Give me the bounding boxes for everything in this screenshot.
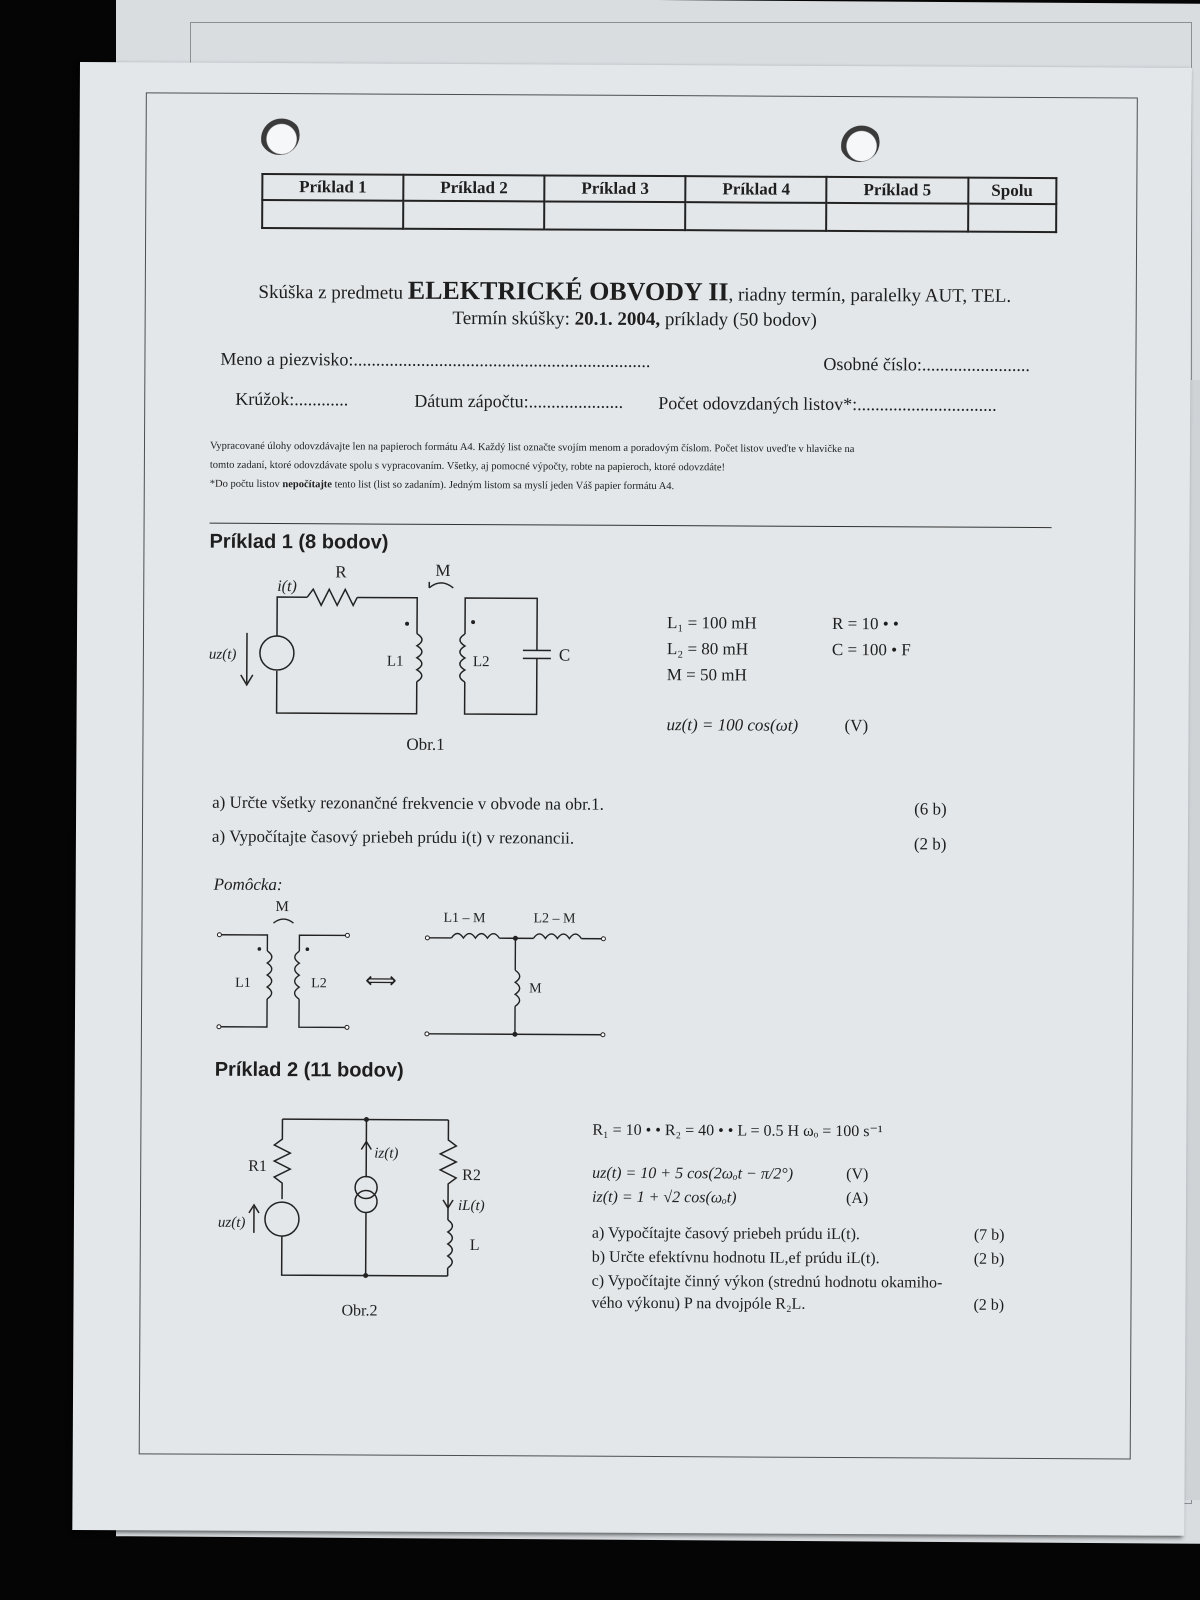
credit-date-field: Dátum zápočtu:..................... bbox=[414, 390, 624, 412]
label-u: uz(t) bbox=[208, 646, 237, 663]
score-cell bbox=[968, 204, 1057, 232]
label-M: M bbox=[435, 560, 451, 580]
score-header-total: Spolu bbox=[968, 178, 1057, 204]
score-cell bbox=[827, 203, 968, 232]
label-L2: L2 bbox=[472, 654, 490, 671]
punch-hole-right bbox=[839, 122, 879, 162]
param-M: M = 50 mH bbox=[666, 665, 747, 685]
hint-label-L1M: L1 – M bbox=[443, 910, 486, 927]
label-R: R bbox=[335, 562, 347, 582]
label-i: i(t) bbox=[277, 578, 297, 596]
task-1b: a) Vypočítajte časový priebeh prúdu i(t) v rezonancii. bbox=[211, 826, 575, 848]
punch-hole-left bbox=[260, 115, 300, 155]
score-cell bbox=[685, 202, 826, 231]
label-iz: iz(t) bbox=[374, 1145, 399, 1162]
param-source-unit: (V) bbox=[844, 716, 869, 736]
label-L: L bbox=[469, 1237, 480, 1255]
param-C: C = 100 • F bbox=[831, 639, 911, 660]
task-2c-points: (2 b) bbox=[973, 1296, 1005, 1314]
label-R2: R2 bbox=[462, 1167, 481, 1185]
circuit-figure-2 bbox=[213, 1103, 554, 1325]
param-R: R = 10 • • bbox=[832, 613, 899, 634]
problem1-heading: Príklad 1 (8 bodov) bbox=[209, 530, 389, 554]
hint-label-L2: L2 bbox=[311, 976, 327, 992]
label-iL: iL(t) bbox=[457, 1197, 485, 1215]
name-field: Meno a piezvisko:.................................................................. bbox=[220, 348, 651, 371]
exam-date: Termín skúšky: 20.1. 2004, príklady (50 bodov) bbox=[452, 307, 817, 331]
param-L2: L₂ = 80 mH bbox=[666, 639, 749, 659]
circuit-figure-1 bbox=[206, 560, 627, 775]
task-2b-points: (2 b) bbox=[973, 1250, 1005, 1268]
task-2a-points: (7 b) bbox=[973, 1226, 1005, 1244]
exam-sheet bbox=[72, 62, 1192, 1536]
problem2-source-i: iz(t) = 1 + √2 cos(ωₒt) bbox=[592, 1188, 737, 1207]
param-L1: L₁ = 100 mH bbox=[667, 613, 757, 633]
score-table bbox=[261, 173, 1057, 233]
task-1b-points: (2 b) bbox=[913, 834, 947, 854]
score-header-1: Príklad 1 bbox=[262, 174, 403, 201]
group-field: Krúžok:............ bbox=[235, 388, 349, 410]
hint-label-L1: L1 bbox=[235, 975, 251, 991]
problem2-source-u: uz(t) = 10 + 5 cos(2ωₒt − π/2°) bbox=[592, 1164, 794, 1183]
sheet-count-field: Počet odovzdaných listov*:............................... bbox=[658, 393, 997, 415]
figure-caption-2: Obr.2 bbox=[341, 1302, 378, 1320]
label-uz: uz(t) bbox=[217, 1214, 246, 1231]
task-1a: a) Určte všetky rezonančné frekvencie v obvode na obr.1. bbox=[212, 792, 604, 814]
instructions: Vypracované úlohy odovzdávajte len na papieroch formátu A4. Každý list označte svojím menom a poradovým číslom. Počet listov uveďte v hlavičke na tomto zadaní, ktoré odovzdávate spolu s vypracovaním. Všetky, aj pomocné výpočty, robte na papieroch, ktoré odovzdáte! *Do počtu listov nepočítajte tento list (list so zadaním). Jedným listom sa myslí jeden Váš papier formátu A4. bbox=[209, 440, 855, 493]
problem2-heading: Príklad 2 (11 bodov) bbox=[214, 1058, 404, 1082]
problem2-source-u-unit: (V) bbox=[846, 1166, 869, 1184]
task-2c-cont: vého výkonu) P na dvojpóle R₂L. bbox=[591, 1294, 806, 1313]
personal-number-field: Osobné číslo:........................ bbox=[823, 353, 1030, 375]
score-cell bbox=[262, 200, 403, 229]
task-2a: a) Vypočítajte časový priebeh prúdu iL(t). bbox=[591, 1224, 860, 1244]
hint-label-L2M: L2 – M bbox=[533, 911, 576, 927]
problem2-params: R₁ = 10 • • R₂ = 40 • • L = 0.5 H ωₒ = 100 s⁻¹ bbox=[592, 1121, 883, 1141]
exam-title: Skúška z predmetu ELEKTRICKÉ OBVODY II, riadny termín, paralelky AUT, TEL. bbox=[258, 275, 1012, 307]
task-2b: b) Určte efektívnu hodnotu IL,ef prúdu iL(t). bbox=[591, 1248, 880, 1268]
score-cell bbox=[403, 201, 544, 230]
label-R1: R1 bbox=[248, 1157, 267, 1175]
score-header-2: Príklad 2 bbox=[403, 175, 544, 202]
hint-figure bbox=[215, 897, 636, 1049]
problem2-source-i-unit: (A) bbox=[846, 1190, 869, 1208]
label-C: C bbox=[558, 645, 571, 665]
hint-label: Pomôcka: bbox=[213, 874, 283, 895]
task-2c: c) Vypočítajte činný výkon (strednú hodnotu okamiho- bbox=[591, 1272, 943, 1292]
score-cell bbox=[544, 201, 685, 230]
task-1a-points: (6 b) bbox=[914, 799, 947, 819]
equivalence-arrow: ⟺ bbox=[365, 967, 397, 993]
score-header-4: Príklad 4 bbox=[686, 176, 827, 203]
hint-label-M-shunt: M bbox=[529, 981, 542, 997]
score-header-3: Príklad 3 bbox=[544, 175, 685, 202]
param-source: uz(t) = 100 cos(ωt) bbox=[666, 715, 799, 735]
label-L1: L1 bbox=[386, 653, 404, 670]
hint-label-M: M bbox=[275, 899, 289, 916]
figure-caption-1: Obr.1 bbox=[406, 734, 445, 754]
score-header-5: Príklad 5 bbox=[827, 177, 968, 204]
